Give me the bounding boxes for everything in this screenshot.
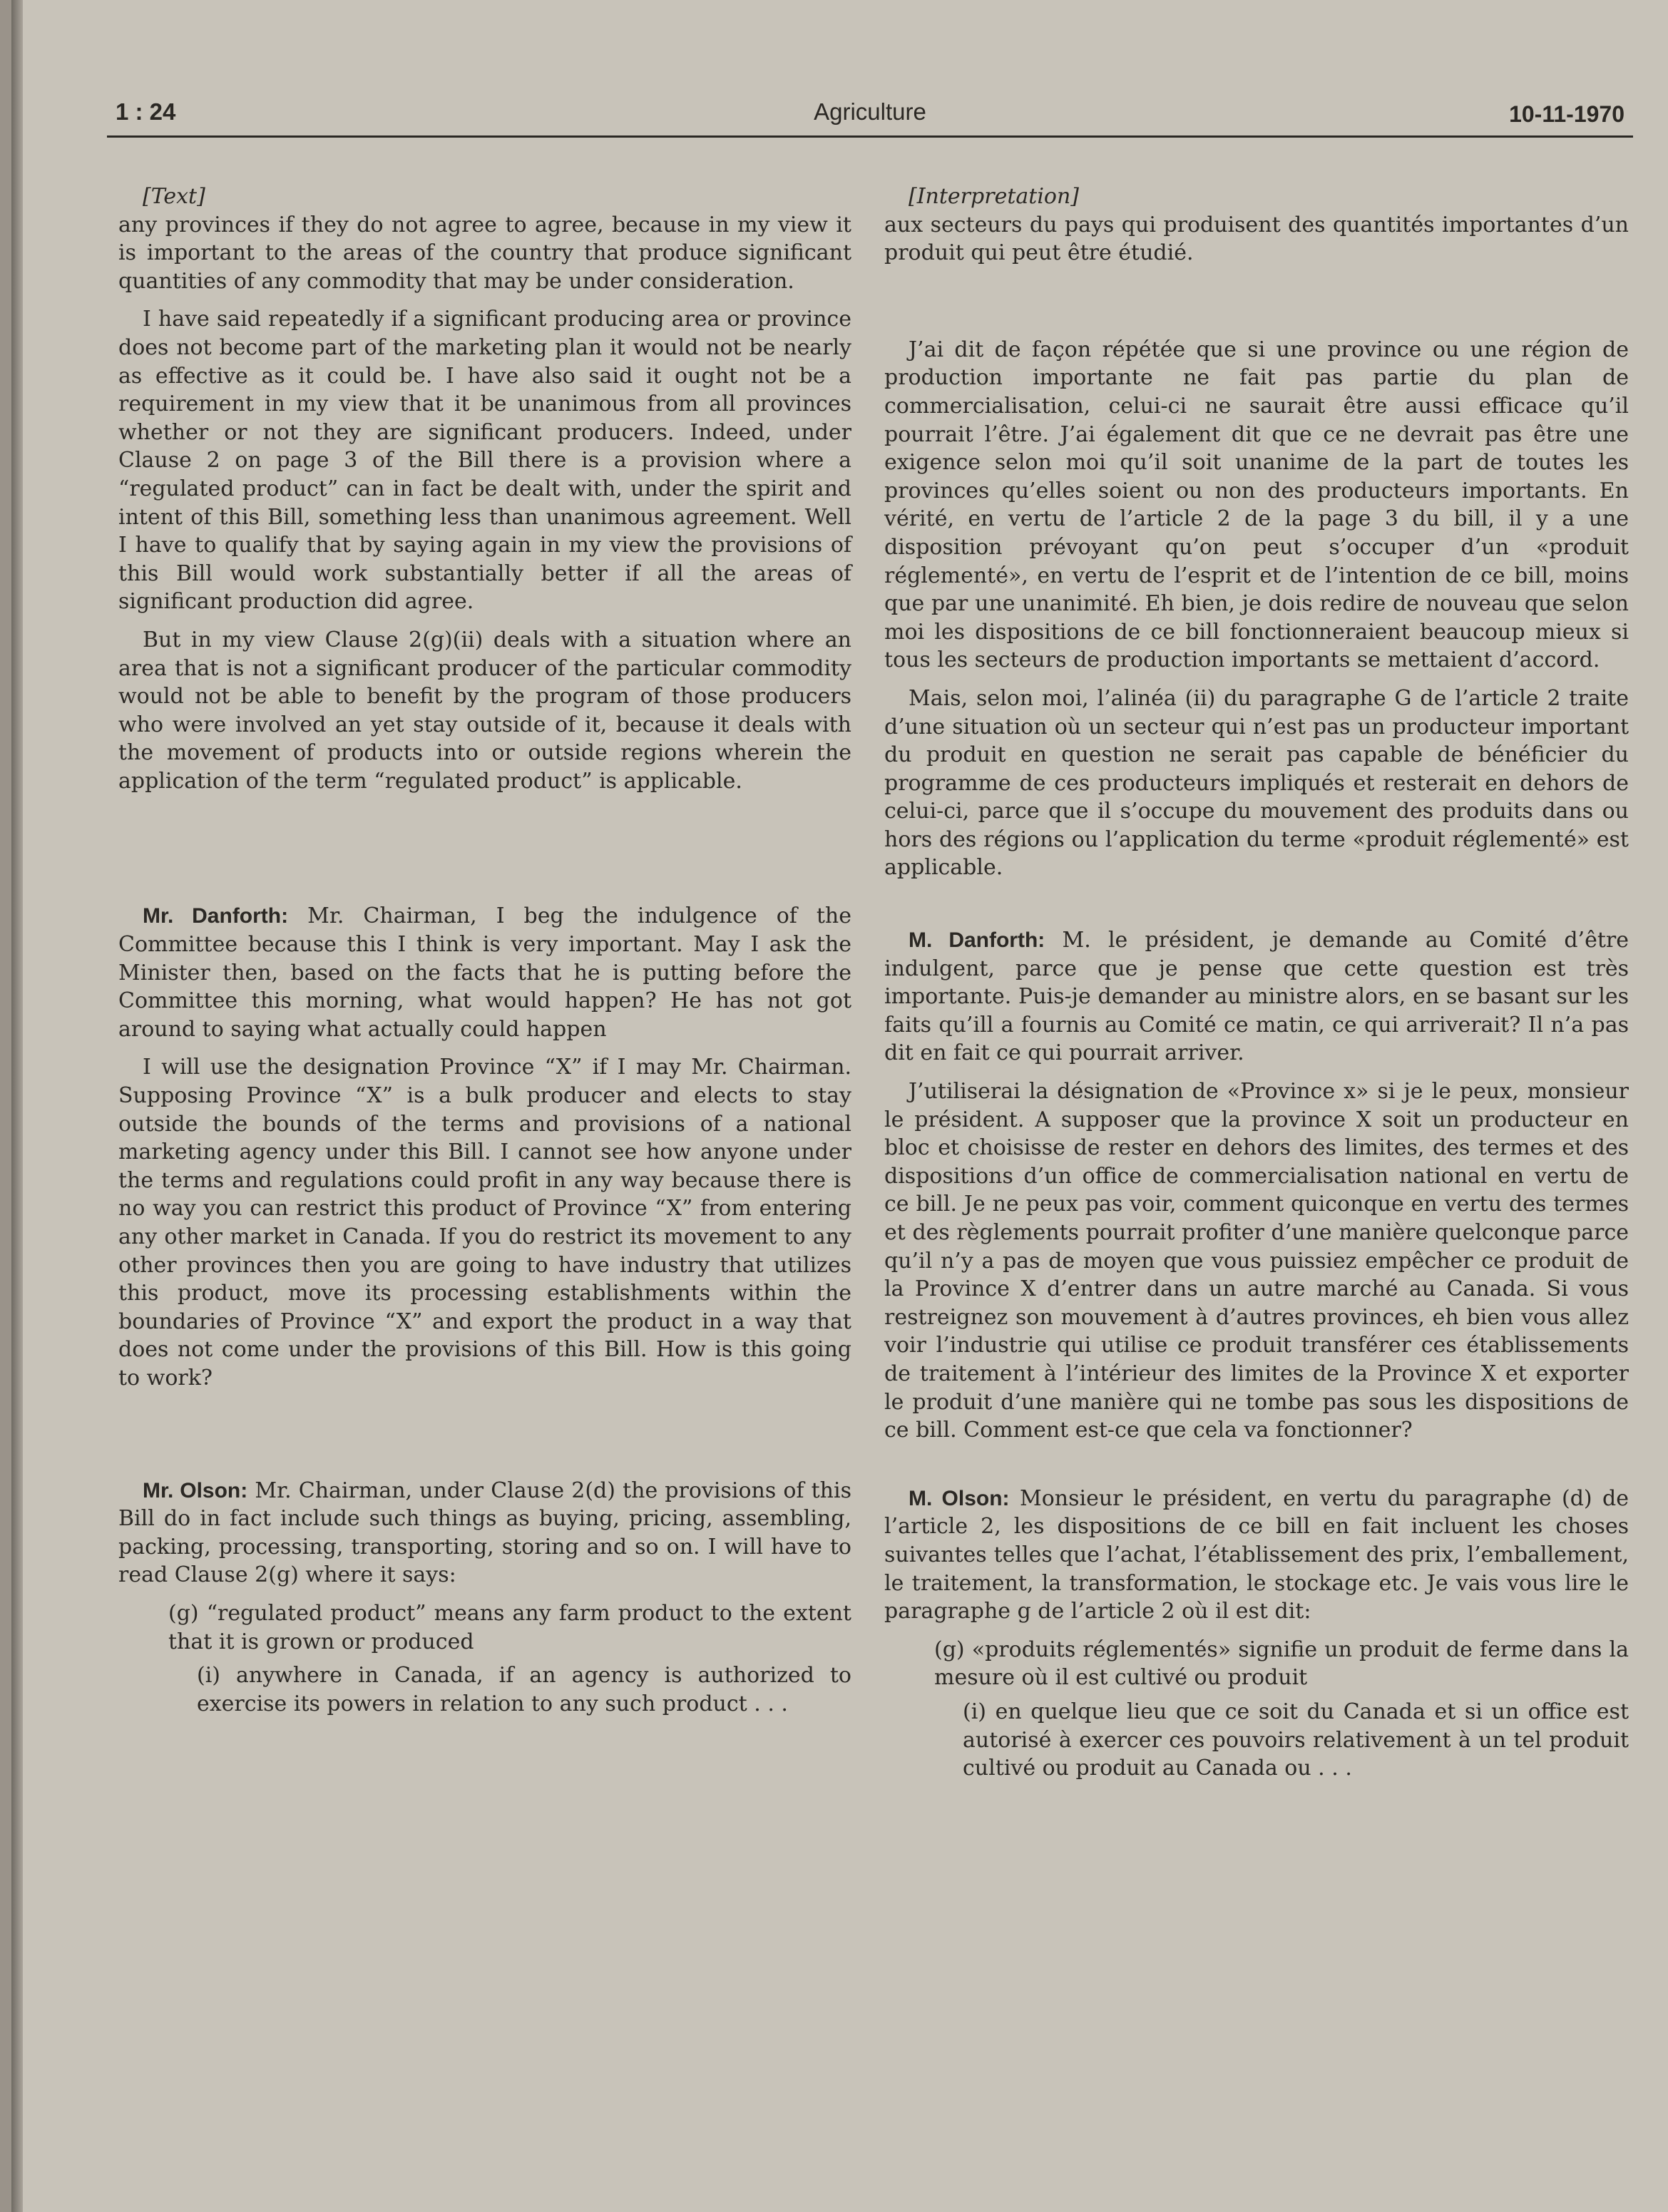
page-header xyxy=(107,98,1633,138)
quoted-clause-i: (i) en quelque lieu que ce soit du Canada et si un office est autorisé à exercer ces pouvoirs relativement à un tel produit cultivé ou produit au Canada ou . . . xyxy=(963,1699,1629,1781)
quoted-clause-g: (g) “regulated product” means any farm product to the extent that it is grown or produced xyxy=(168,1600,851,1654)
speech-danforth xyxy=(884,926,1629,1067)
quoted-clause-i: (i) anywhere in Canada, if an agency is authorized to exercise its powers in relation to any such product . . . xyxy=(197,1663,851,1716)
speaker-name: M. Danforth: xyxy=(909,928,1045,953)
page-date: 10-11-1970 xyxy=(1509,101,1624,127)
speech-danforth xyxy=(118,902,851,1043)
speech-text: Mr. Chairman, I beg the indulgence of the Committee because this I think is very important. May I ask the Minister then, based on the facts that he is putting before the Committee this morning, what would happen? He has not got around to saying what actually could happen xyxy=(118,903,851,1042)
speaker-name: Mr. Danforth: xyxy=(143,904,289,928)
paragraph: But in my view Clause 2(g)(ii) deals with a situation where an area that is not a significant producer of the particular commodity would not be able to benefit by the program of those producers who were involved an yet stay outside of it, because it deals with the movement of products into or outside regions wherein the application of the term “regulated product” is applicable. xyxy=(118,627,851,794)
quoted-clause-g: (g) «produits réglementés» signifie un produit de ferme dans la mesure où il est cultivé ou produit xyxy=(934,1637,1629,1691)
paragraph: J’utiliserai la désignation de «Province x» si je le peux, monsieur le président. A supposer que la province X soit un producteur en bloc et choisisse de rester en dehors des limites, des termes et des dispositions d’un office de commercialisation national en vertu de ce bill. Je ne peux pas voir, comment quiconque en vertu des termes et des règlements pourrait profiter d’une manière quelconque parce qu’il n’y a pas de moyen que vous puissiez empêcher ce produit de la Province X d’entrer dans un autre marché au Canada. Si vous restreignez son mouvement à d’autres provinces, eh bien vous allez voir l’industrie qui utilise ce produit transférer ces établissements de traitement à l’intérieur des limites de la Province X et exporter le produit d’une manière qui ne tombe pas sous les dispositions de ce bill. Comment est-ce que cela va fonctionner? xyxy=(884,1079,1629,1443)
speaker-name: M. Olson: xyxy=(909,1486,1010,1510)
speech-text: M. le président, je demande au Comité d’être indulgent, parce que je pense que cette question est très importante. Puis-je demander au ministre alors, en se basant sur les faits qu’ill a fournis au Comité ce matin, ce qui arriverait? Il n’a pas dit en fait ce qui pourrait arriver. xyxy=(884,928,1629,1066)
column-label-text: [Text] xyxy=(143,184,205,209)
french-column xyxy=(884,183,1629,1783)
page-number: 1 : 24 xyxy=(116,98,176,125)
paragraph: aux secteurs du pays qui produisent des quantités importantes d’un produit qui peut être étudié. xyxy=(884,212,1629,266)
speech-olson xyxy=(118,1477,851,1589)
page-binding-edge xyxy=(11,0,23,2212)
paragraph: I have said repeatedly if a significant producing area or province does not become part of the marketing plan it would not be nearly as effective as it could be. I have also said it ought not be a requirement in my view that it be unanimous from all provinces whether or not they are significant producers. Indeed, under Clause 2 on page 3 of the Bill there is a provision where a “regulated product” can in fact be dealt with, under the spirit and intent of this Bill, something less than unanimous agreement. Well I have to qualify that by saying again in my view the provisions of this Bill would work substantially better if all the areas of significant production did agree. xyxy=(118,307,851,615)
speech-text: Mr. Chairman, under Clause 2(d) the provisions of this Bill do in fact include such things as buying, pricing, assembling, packing, processing, transporting, storing and so on. I will have to read Clause 2(g) where it says: xyxy=(118,1478,851,1588)
column-label-interpretation: [Interpretation] xyxy=(909,184,1080,209)
english-column xyxy=(118,183,851,1718)
paragraph: J’ai dit de façon répétée que si une province ou une région de production importante ne fait pas partie du plan de commercialisation, celui-ci ne saurait être aussi efficace qu’il pourrait l’être. J’ai également dit que ce ne devrait pas être une exigence selon moi qu’il soit unanime de la part de toutes les provinces qu’elles soient ou non des producteurs importants. En vérité, en vertu de l’article 2 de la page 3 du bill, il y a une disposition prévoyant qu’on peut s’occuper d’un «produit réglementé», en vertu de l’esprit et de l’intention de ce bill, moins que par une unanimité. Eh bien, je dois redire de nouveau que selon moi les dispositions de ce bill fonctionneraient beaucoup mieux si tous les secteurs de production importants se mettaient d’accord. xyxy=(884,337,1629,673)
paragraph: I will use the designation Province “X” if I may Mr. Chairman. Supposing Province “X” is a bulk producer and elects to stay outside the bounds of the terms and provisions of a national marketing agency under this Bill. I cannot see how anyone under the terms and regulations could profit in any way because there is no way you can restrict this product of Province “X” from entering any other market in Canada. If you do restrict its movement to any other provinces then you are going to have industry that utilizes this product, move its processing establishments within the boundaries of Province “X” and export the product in a way that does not come under the provisions of this Bill. How is this going to work? xyxy=(118,1055,851,1391)
speech-olson xyxy=(884,1485,1629,1626)
speech-text: Monsieur le président, en vertu du paragraphe (d) de l’article 2, les dispositions de ce bill en fait incluent les choses suivantes telles que l’achat, l’établissement des prix, l’emballement, le traitement, la transformation, le stockage etc. Je vais vous lire le paragraphe g de l’article 2 où il est dit: xyxy=(884,1485,1629,1624)
paragraph: Mais, selon moi, l’alinéa (ii) du paragraphe G de l’article 2 traite d’une situation où un secteur qui n’est pas un producteur important du produit en question ne serait pas capable de bénéficier du programme de ces producteurs impliqués et resterait en dehors de celui-ci, parce que il s’occupe du mouvement des produits dans ou hors des régions ou l’application du terme «produit réglementé» est applicable. xyxy=(884,685,1629,881)
paragraph: any provinces if they do not agree to agree, because in my view it is important to the areas of the country that produce significant quantities of any commodity that may be under consideration. xyxy=(118,212,851,294)
running-title: Agriculture xyxy=(814,98,926,125)
document-page xyxy=(11,0,1668,2212)
speaker-name: Mr. Olson: xyxy=(143,1478,248,1502)
